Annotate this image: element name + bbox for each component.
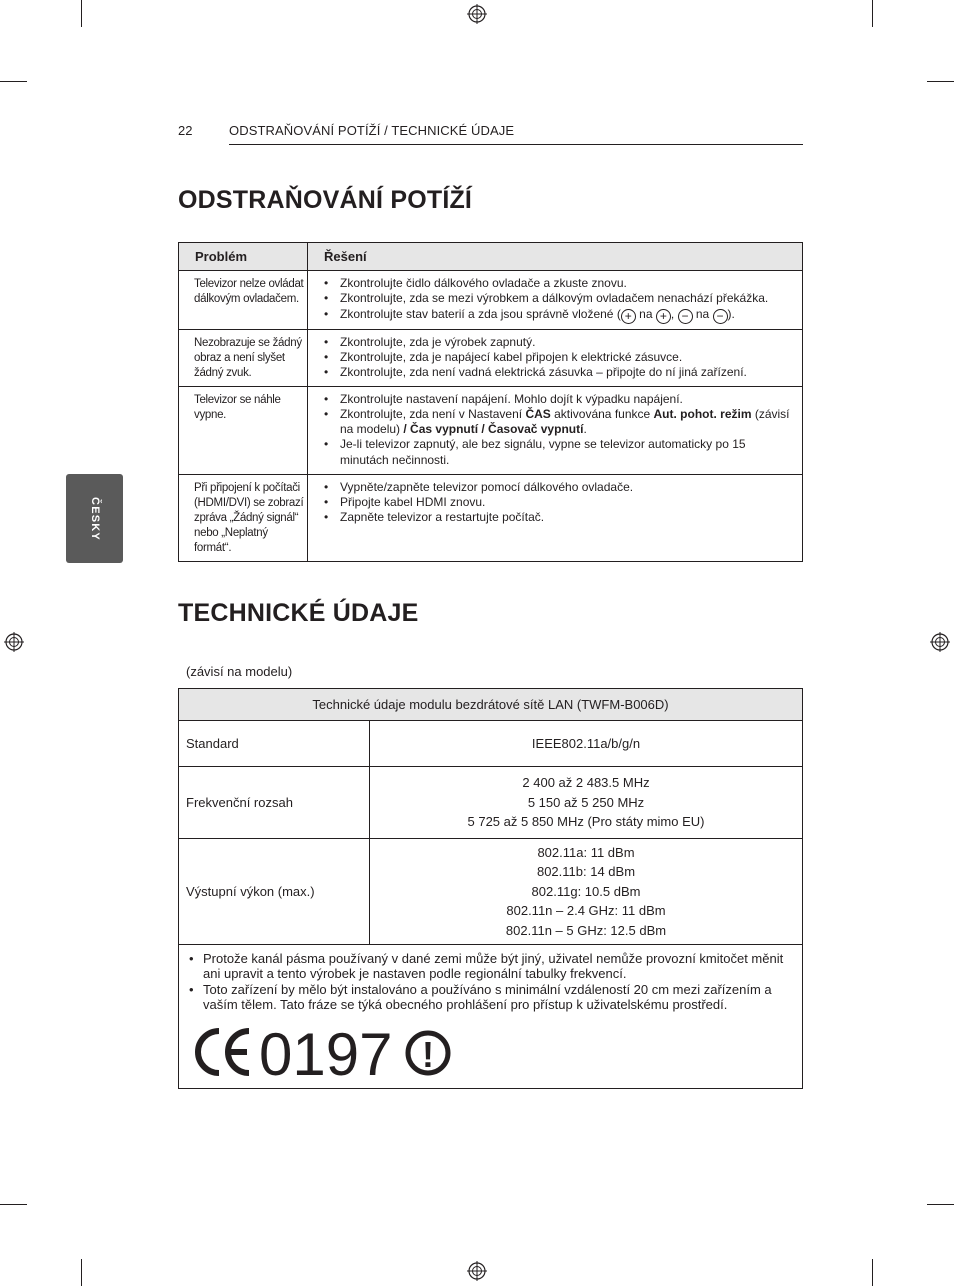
spec-label: Výstupní výkon (max.) bbox=[179, 839, 370, 945]
column-header-problem: Problém bbox=[179, 243, 308, 271]
problem-cell: Nezobrazuje se žádný obraz a není slyšet žádný zvuk. bbox=[179, 329, 308, 386]
table-row bbox=[179, 271, 803, 330]
spec-value: IEEE802.11a/b/g/n bbox=[370, 721, 803, 767]
solution-item: • Vypněte/zapněte televizor pomocí dálkového ovladače. bbox=[324, 480, 794, 495]
crop-mark bbox=[872, 0, 873, 27]
plus-terminal-icon: + bbox=[656, 309, 671, 324]
technical-heading: TECHNICKÉ ÚDAJE bbox=[178, 599, 419, 627]
table-row bbox=[179, 329, 803, 386]
alert-icon: ! bbox=[422, 1033, 434, 1075]
registration-mark-icon bbox=[4, 632, 24, 652]
footnote-cell bbox=[179, 945, 803, 1089]
column-header-solution: Řešení bbox=[308, 243, 803, 271]
ce-marking bbox=[187, 1025, 792, 1079]
solution-item-battery: • Zkontrolujte stav baterií a zda jsou správně vložené ( + na + , − na − ). bbox=[324, 307, 794, 324]
crop-mark bbox=[927, 81, 954, 82]
page-number: 22 bbox=[178, 123, 193, 138]
footnote-item: • Toto zařízení by mělo být instalováno a používáno s minimální vzdáleností 20 cm mezi zařízením a vaším tělem. Tato fráze se týká obecného prohlášení pro přístup k uživatelskému prostředí. bbox=[187, 982, 792, 1013]
solution-cell bbox=[308, 271, 803, 330]
spec-value: 802.11a: 11 dBm 802.11b: 14 dBm 802.11g: 10.5 dBm 802.11n – 2.4 GHz: 11 dBm 802.11n – 5 GHz: 12.5 dBm bbox=[370, 839, 803, 945]
table-row bbox=[179, 839, 803, 945]
solution-item: • Zkontrolujte, zda není vadná elektrická zásuvka – připojte do ní jiná zařízení. bbox=[324, 365, 794, 380]
crop-mark bbox=[0, 81, 27, 82]
spec-value: 2 400 až 2 483.5 MHz 5 150 až 5 250 MHz 5 725 až 5 850 MHz (Pro státy mimo EU) bbox=[370, 767, 803, 839]
table-row bbox=[179, 474, 803, 561]
solution-item: • Zapněte televizor a restartujte počítač. bbox=[324, 510, 794, 525]
crop-mark bbox=[927, 1204, 954, 1205]
crop-mark bbox=[81, 1259, 82, 1286]
language-tab bbox=[66, 474, 123, 563]
table-row bbox=[179, 767, 803, 839]
problem-cell: Televizor se náhle vypne. bbox=[179, 386, 308, 474]
crop-mark bbox=[0, 1204, 27, 1205]
running-header: ODSTRAŇOVÁNÍ POTÍŽÍ / TECHNICKÉ ÚDAJE bbox=[229, 123, 515, 138]
crop-mark bbox=[872, 1259, 873, 1286]
solution-cell bbox=[308, 386, 803, 474]
table-caption: Technické údaje modulu bezdrátové sítě LAN (TWFM-B006D) bbox=[179, 689, 803, 721]
solution-item: • Připojte kabel HDMI znovu. bbox=[324, 495, 794, 510]
language-tab-label: ČESKY bbox=[88, 496, 101, 541]
spec-label: Standard bbox=[179, 721, 370, 767]
table-caption-row bbox=[179, 689, 803, 721]
crop-mark bbox=[81, 0, 82, 27]
problem-cell: Televizor nelze ovládat dálkovým ovladačem. bbox=[179, 271, 308, 330]
solution-item: • Zkontrolujte, zda je napájecí kabel připojen k elektrické zásuvce. bbox=[324, 350, 794, 365]
header-rule bbox=[229, 144, 803, 145]
solution-item: • Zkontrolujte, zda je výrobek zapnutý. bbox=[324, 335, 794, 350]
table-row bbox=[179, 721, 803, 767]
plus-terminal-icon: + bbox=[621, 309, 636, 324]
table-footnote-row bbox=[179, 945, 803, 1089]
registration-mark-icon bbox=[467, 4, 487, 24]
problem-cell: Při připojení k počítači (HDMI/DVI) se zobrazí zpráva „Žádný signál“ nebo „Neplatný formát“. bbox=[179, 474, 308, 561]
ce-mark-icon bbox=[187, 1025, 457, 1079]
troubleshooting-table bbox=[178, 242, 803, 562]
spec-label: Frekvenční rozsah bbox=[179, 767, 370, 839]
troubleshooting-heading: ODSTRAŇOVÁNÍ POTÍŽÍ bbox=[178, 186, 473, 214]
minus-terminal-icon: − bbox=[678, 309, 693, 324]
minus-terminal-icon: − bbox=[713, 309, 728, 324]
solution-item-timer: • Zkontrolujte, zda není v Nastavení ČAS aktivována funkce Aut. pohot. režim (závisí na modelu) / Čas vypnutí / Časovač vypnutí. bbox=[324, 407, 794, 438]
solution-item: • Je-li televizor zapnutý, ale bez signálu, vypne se televizor automaticky po 15 minutách nečinnosti. bbox=[324, 437, 794, 468]
notified-body-number: 0197 bbox=[259, 1024, 393, 1079]
model-note: (závisí na modelu) bbox=[186, 664, 293, 679]
solution-cell bbox=[308, 329, 803, 386]
registration-mark-icon bbox=[467, 1261, 487, 1281]
solution-cell bbox=[308, 474, 803, 561]
wireless-spec-table bbox=[178, 688, 803, 1089]
table-header-row bbox=[179, 243, 803, 271]
registration-mark-icon bbox=[930, 632, 950, 652]
solution-item: • Zkontrolujte čidlo dálkového ovladače a zkuste znovu. bbox=[324, 276, 794, 291]
solution-item: • Zkontrolujte nastavení napájení. Mohlo dojít k výpadku napájení. bbox=[324, 392, 794, 407]
solution-item: • Zkontrolujte, zda se mezi výrobkem a dálkovým ovladačem nenachází překážka. bbox=[324, 291, 794, 306]
table-row bbox=[179, 386, 803, 474]
footnote-item: • Protože kanál pásma používaný v dané zemi může být jiný, uživatel nemůže provozní kmitočet měnit ani upravit a tento výrobek je nastaven podle regionální tabulky frekvencí. bbox=[187, 951, 792, 982]
